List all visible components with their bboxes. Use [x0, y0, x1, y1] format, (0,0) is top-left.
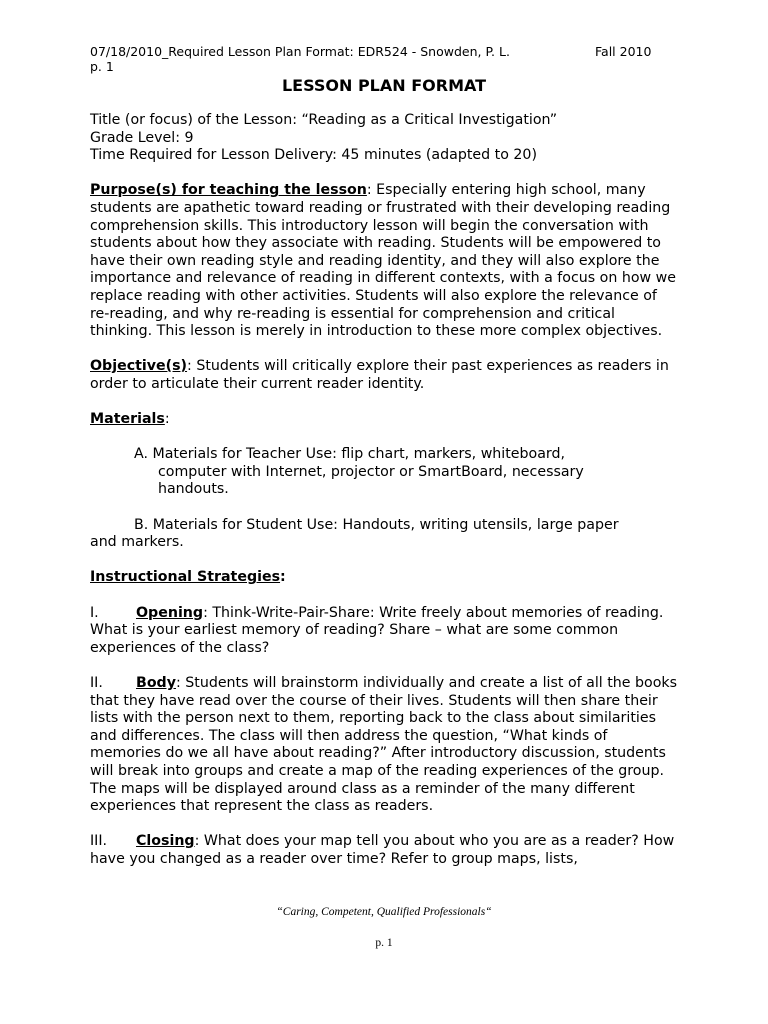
strategies-heading: Instructional Strategies:	[90, 569, 286, 586]
materials-label: Materials	[90, 411, 165, 428]
purpose-label: Purpose(s) for teaching the lesson	[90, 182, 367, 199]
grade-level-line: Grade Level: 9	[90, 129, 194, 146]
footer-motto: “Caring, Competent, Qualified Professionals“	[276, 906, 492, 918]
body-number: II.	[90, 675, 103, 691]
closing-section	[90, 833, 680, 868]
body-label: Body	[136, 675, 176, 691]
materials-item-a-line3: handouts.	[158, 481, 229, 498]
header-term: Fall 2010	[595, 44, 652, 59]
materials-item-a-line2: computer with Internet, projector or SmartBoard, necessary	[158, 463, 584, 480]
opening-number: I.	[90, 604, 99, 621]
time-required-line: Time Required for Lesson Delivery: 45 minutes (adapted to 20)	[90, 147, 537, 164]
purpose-section	[90, 182, 680, 340]
strategies-label: Instructional Strategies	[90, 569, 281, 586]
opening-text: : Think-Write-Pair-Share: Write freely about memories of reading. What is your earliest memory of reading? Share – what are some common experiences of the class?	[90, 604, 664, 656]
header-course-info: 07/18/2010_Required Lesson Plan Format: EDR524 - Snowden, P. L.	[90, 44, 510, 59]
header-page-number: p. 1	[90, 59, 114, 74]
purpose-text: : Especially entering high school, many students are apathetic toward reading or frustrated with their developing reading comprehension skills. This introductory lesson will begin the conversation with students about how they associate with reading. Students will be empowered to have their own reading style and reading identity, and they will also explore the importance and relevance of reading in different contexts, with a focus on how we replace reading with other activities. Students will also explore the relevance of re-reading, and why re-reading is essential for comprehension and critical thinking. This lesson is merely in introduction to these more complex objectives.	[90, 182, 676, 340]
materials-item-b-line2: and markers.	[90, 534, 184, 551]
materials-heading: Materials:	[90, 411, 170, 428]
body-text: : Students will brainstorm individually and create a list of all the books that they have read over the course of their lives. Students will then share their lists with the person next to them, reporting back to the class about similarities and differences. The class will then address the question, “What kinds of memories do we all have about reading?” After introductory discussion, students will break into groups and create a map of the reading experiences of the group. The maps will be displayed around class as a reminder of the many different experiences that represent the class as readers.	[90, 675, 677, 815]
opening-label: Opening	[136, 604, 204, 621]
closing-label: Closing	[136, 833, 195, 850]
closing-text: : What does your map tell you about who you are as a reader? How have you changed as a reader over time? Refer to group maps, lists,	[90, 833, 675, 867]
document-body	[90, 112, 680, 869]
body-section	[90, 675, 680, 816]
lesson-title-line: Title (or focus) of the Lesson: “Reading as a Critical Investigation”	[90, 112, 558, 128]
footer-page-number: p. 1	[375, 937, 393, 949]
opening-section	[90, 605, 680, 658]
objectives-section	[90, 358, 680, 393]
materials-item-b-line1: B. Materials for Student Use: Handouts, writing utensils, large paper	[134, 516, 619, 533]
objectives-label: Objective(s)	[90, 358, 188, 375]
closing-number: III.	[90, 833, 108, 850]
materials-item-a-line1: A. Materials for Teacher Use: flip chart, markers, whiteboard,	[134, 446, 565, 463]
document-title: LESSON PLAN FORMAT	[281, 76, 487, 95]
objectives-text: : Students will critically explore their past experiences as readers in order to articulate their current reader identity.	[90, 358, 669, 392]
